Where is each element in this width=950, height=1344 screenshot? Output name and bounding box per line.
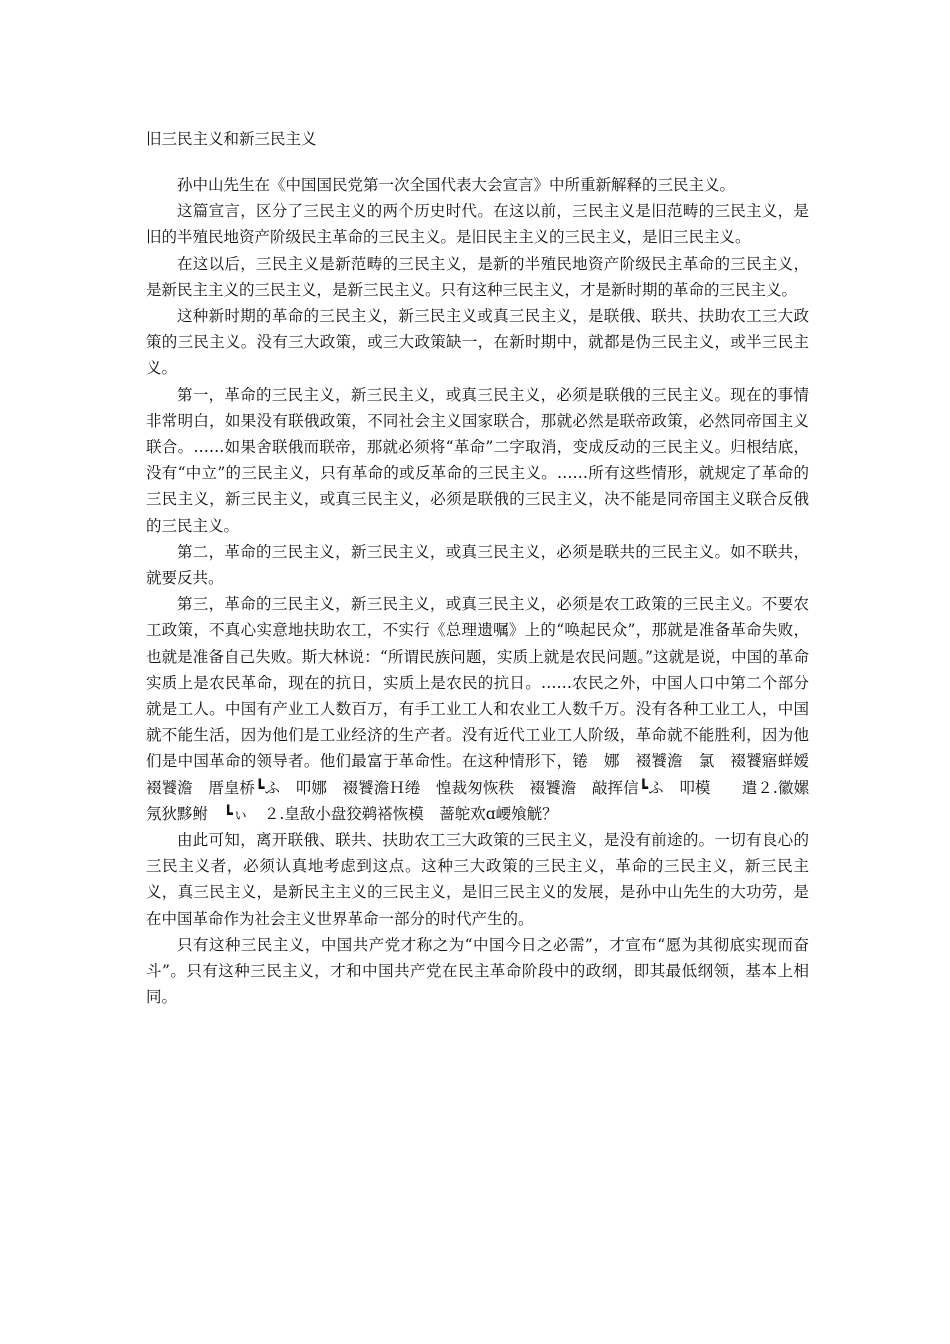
- paragraph: 第一，革命的三民主义，新三民主义，或真三民主义，必须是联俄的三民主义。现在的事情非常明白，如果没有联俄政策，不同社会主义国家联合，那就必然是联帝政策，必然同帝国主义联合。……如果舍联俄而联帝，那就必须将“革命”二字取消，变成反动的三民主义。归根结底，没有“中立”的三民主义，只有革命的或反革命的三民主义。……所有这些情形，就规定了革命的三民主义，新三民主义，或真三民主义，必须是联俄的三民主义，决不能是同帝国主义联合反俄的三民主义。: [146, 385, 809, 535]
- paragraph: 在这以后，三民主义是新范畴的三民主义，是新的半殖民地资产阶级民主革命的三民主义，是新民主主义的三民主义，是新三民主义。只有这种三民主义，才是新时期的革命的三民主义。: [146, 254, 809, 299]
- paragraph: 第二，革命的三民主义，新三民主义，或真三民主义，必须是联共的三民主义。如不联共，就要反共。: [146, 542, 809, 588]
- paragraph: 孙中山先生在《中国国民党第一次全国代表大会宣言》中所重新解释的三民主义。: [177, 176, 736, 194]
- paragraph: 第三，革命的三民主义，新三民主义，或真三民主义，必须是农工政策的三民主义。不要农工政策，不真心实意地扶助农工，不实行《总理遗嘱》上的“唤起民众”，那就是准备革命失败，也就是准备自己失败。斯大林说：“所谓民族问题，实质上就是农民问题。”这就是说，中国的革命实质上是农民革命，现在的抗日，实质上是农民的抗日。……农民之外，中国人口中第二个部分就是工人。中国有产业工人数百万，有手工业工人和农业工人数千万。没有各种工业工人，中国就不能生活，因为他们是工业经济的生产者。没有近代工业工人阶级，革命就不能胜利，因为他们是中国革命的领导者。他们最富于革命性。在这种情形下，锩 娜 裰饕澹 氯 裰饕寤蛘嫒 裰饕澹 厝皇桥┗ふ 叩娜 裰饕澹Ｈ绻 惶裁匆恢秩 裰饕澹 敲挥信┗ふ 叩模 遣２.徽嫘氖狄黟鲋 ┗ぃ ２.皇敌小盘狡鹈褡恢模 蔷鸵欢ɑ崾飧觥？: [146, 595, 825, 823]
- document-body: [146, 172, 825, 1011]
- document-title: 旧三民主义和新三民主义: [146, 130, 317, 148]
- paragraph: 只有这种三民主义，中国共产党才称之为“中国今日之必需”，才宣布“愿为其彻底实现而奋斗”。只有这种三民主义，才和中国共产党在民主革命阶段中的政纲，即其最低纲领，基本上相同。: [146, 935, 809, 1007]
- paragraph: 这种新时期的革命的三民主义，新三民主义或真三民主义，是联俄、联共、扶助农工三大政策的三民主义。没有三大政策，或三大政策缺一，在新时期中，就都是伪三民主义，或半三民主义。: [146, 307, 809, 378]
- paragraph: 由此可知，离开联俄、联共、扶助农工三大政策的三民主义，是没有前途的。一切有良心的三民主义者，必须认真地考虑到这点。这种三大政策的三民主义，革命的三民主义，新三民主义，真三民主义，是新民主主义的三民主义，是旧三民主义的发展，是孙中山先生的大功劳，是在中国革命作为社会主义世界革命一部分的时代产生的。: [146, 831, 809, 928]
- paragraph: 这篇宣言，区分了三民主义的两个历史时代。在这以前，三民主义是旧范畴的三民主义，是旧的半殖民地资产阶级民主革命的三民主义。是旧民主主义的三民主义，是旧三民主义。: [146, 202, 809, 247]
